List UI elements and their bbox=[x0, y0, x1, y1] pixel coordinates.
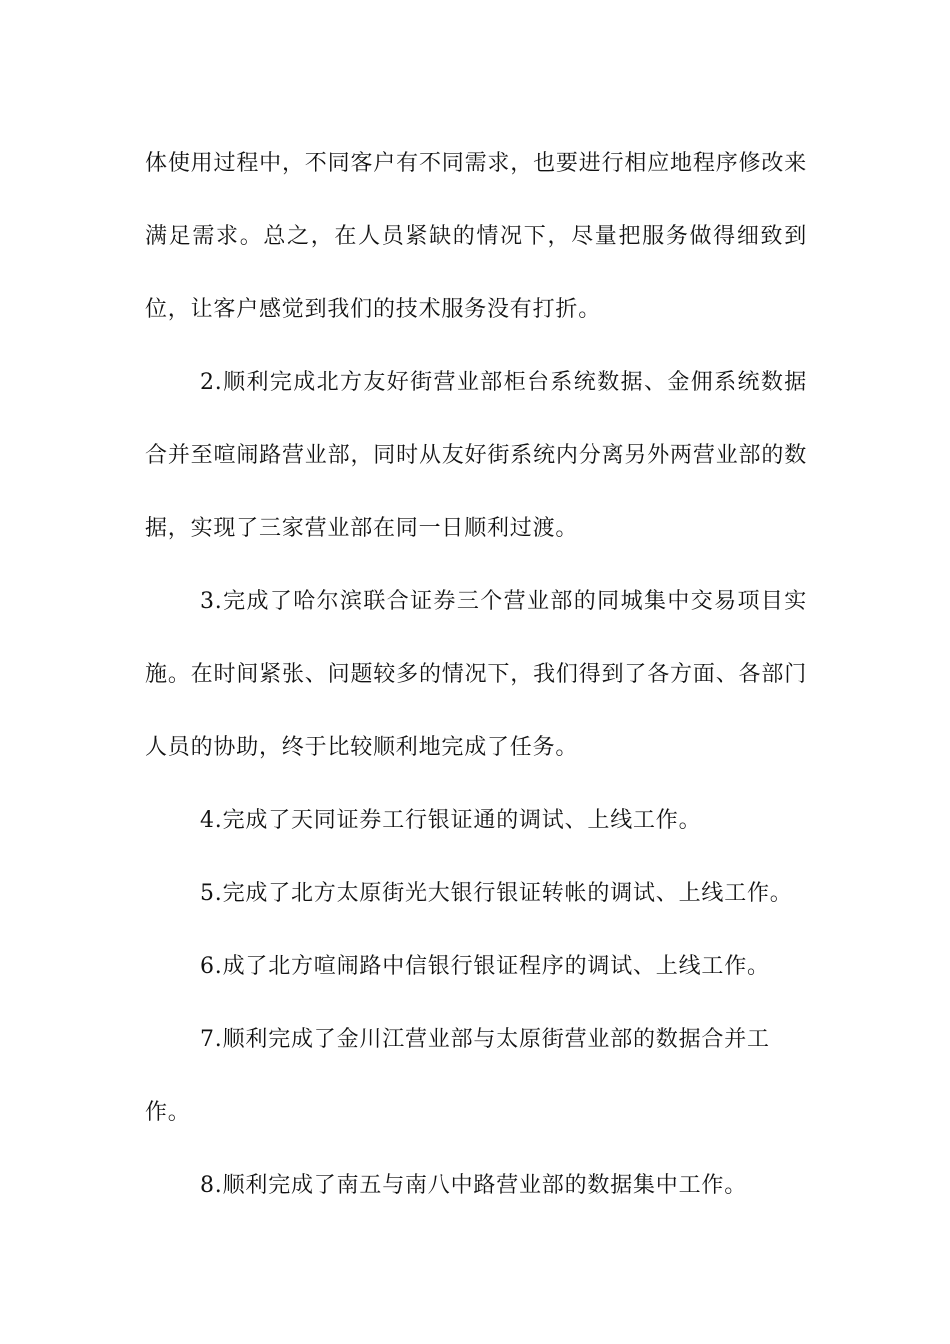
document-body bbox=[145, 127, 807, 1222]
paragraph-item-5: 5.完成了北方太原街光大银行银证转帐的调试、上线工作。 bbox=[200, 881, 793, 906]
paragraph-item-7: 7.顺利完成了金川江营业部与太原街营业部的数据合并工作。 bbox=[145, 1027, 770, 1125]
paragraph-item-2: 2.顺利完成北方友好街营业部柜台系统数据、金佣系统数据合并至喧闹路营业部，同时从友好街系统内分离另外两营业部的数据，实现了三家营业部在同一日顺利过渡。 bbox=[145, 370, 807, 541]
paragraph-item-6: 6.成了北方喧闹路中信银行银证程序的调试、上线工作。 bbox=[200, 954, 770, 979]
paragraph-item-3: 3.完成了哈尔滨联合证券三个营业部的同城集中交易项目实施。在时间紧张、问题较多的情况下，我们得到了各方面、各部门人员的协助，终于比较顺利地完成了任务。 bbox=[145, 589, 807, 760]
paragraph-item-4: 4.完成了天同证券工行银证通的调试、上线工作。 bbox=[200, 808, 702, 833]
paragraph-item-8: 8.顺利完成了南五与南八中路营业部的数据集中工作。 bbox=[200, 1173, 747, 1198]
paragraph-continuation: 体使用过程中，不同客户有不同需求，也要进行相应地程序修改来满足需求。总之，在人员紧缺的情况下，尽量把服务做得细致到位，让客户感觉到我们的技术服务没有打折。 bbox=[145, 151, 807, 322]
